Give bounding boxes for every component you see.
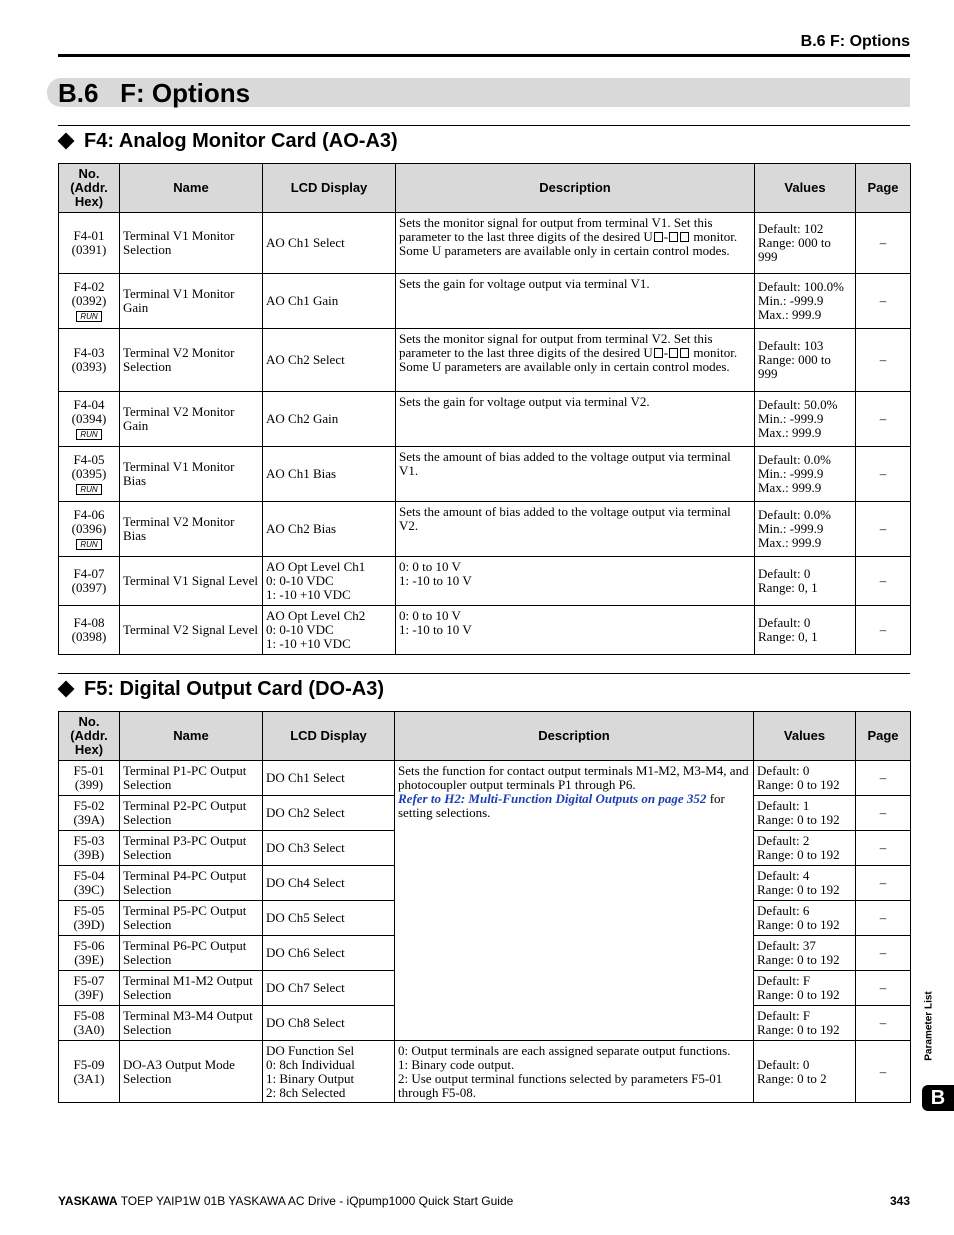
values bbox=[754, 761, 856, 796]
param-address: (3A0) bbox=[73, 1022, 105, 1037]
diamond-bullet-icon bbox=[58, 133, 75, 150]
text-line: 1: Binary Output bbox=[266, 1070, 355, 1086]
page-ref: – bbox=[856, 866, 911, 901]
run-badge: RUN bbox=[76, 539, 101, 550]
values bbox=[754, 796, 856, 831]
param-number-cell bbox=[59, 866, 120, 901]
param-number-cell bbox=[59, 761, 120, 796]
values bbox=[755, 447, 856, 502]
text-line: Min.: -999.9 bbox=[758, 521, 824, 536]
param-number-cell bbox=[59, 971, 120, 1006]
text-line: Range: 0 to 192 bbox=[757, 882, 840, 897]
description-tail: for setting selections. bbox=[398, 791, 725, 820]
param-name: Terminal M1-M2 Output Selection bbox=[120, 971, 263, 1006]
param-number: F5-06 bbox=[73, 938, 105, 953]
param-number: F5-02 bbox=[73, 798, 105, 813]
text-line: Range: 000 to 999 bbox=[758, 235, 831, 264]
lcd-display: AO Ch2 Gain bbox=[263, 392, 396, 447]
column-header bbox=[396, 164, 755, 213]
lcd-display: AO Ch2 Bias bbox=[263, 502, 396, 557]
param-address: (39C) bbox=[73, 882, 105, 897]
column-header bbox=[856, 164, 911, 213]
page-ref: – bbox=[856, 274, 911, 329]
lcd-display: DO Ch7 Select bbox=[263, 971, 395, 1006]
values bbox=[754, 1006, 856, 1041]
param-number-cell bbox=[59, 557, 120, 606]
description: Sets the amount of bias added to the voltage output via terminal V1. bbox=[396, 447, 755, 502]
param-number: F5-04 bbox=[73, 868, 105, 883]
lcd-display: AO Ch2 Select bbox=[263, 329, 396, 392]
footer-doc-title: TOEP YAIP1W 01B YASKAWA AC Drive - iQpump1000 Quick Start Guide bbox=[117, 1194, 514, 1208]
lcd-display bbox=[263, 557, 396, 606]
header-rule bbox=[58, 54, 910, 57]
param-name: Terminal P5-PC Output Selection bbox=[120, 901, 263, 936]
text-line: Default: 2 bbox=[757, 833, 810, 848]
column-header-line: Hex) bbox=[74, 742, 104, 757]
f5-heading bbox=[58, 677, 384, 701]
column-header-line: Values bbox=[783, 728, 826, 743]
param-name: Terminal P2-PC Output Selection bbox=[120, 796, 263, 831]
f4-parameter-table bbox=[58, 163, 911, 655]
param-address: (399) bbox=[74, 777, 104, 792]
table-row bbox=[59, 606, 911, 655]
param-number: F5-09 bbox=[73, 1056, 105, 1072]
text-line: 1: -10 to 10 V bbox=[399, 573, 472, 588]
lcd-display: DO Ch4 Select bbox=[263, 866, 395, 901]
text-line: Range: 0 to 192 bbox=[757, 987, 840, 1002]
column-header-line: Page bbox=[867, 180, 899, 195]
page-ref: – bbox=[856, 329, 911, 392]
param-address: (39B) bbox=[73, 847, 105, 862]
param-number-cell bbox=[59, 274, 120, 329]
param-name: Terminal V2 Signal Level bbox=[120, 606, 263, 655]
text-line: Default: 0 bbox=[758, 566, 811, 581]
values bbox=[755, 606, 856, 655]
param-number: F4-04 bbox=[73, 397, 105, 412]
lcd-display: AO Ch1 Select bbox=[263, 213, 396, 274]
text-line: AO Opt Level Ch1 bbox=[266, 559, 366, 574]
param-address: (39F) bbox=[74, 987, 104, 1002]
lcd-display bbox=[263, 1041, 395, 1103]
column-header bbox=[856, 712, 911, 761]
param-number: F4-05 bbox=[73, 452, 105, 467]
column-header bbox=[263, 712, 395, 761]
column-header-line: Page bbox=[867, 728, 899, 743]
values bbox=[755, 329, 856, 392]
values bbox=[755, 274, 856, 329]
column-header-line: Description bbox=[538, 728, 610, 743]
values bbox=[754, 866, 856, 901]
param-number-cell bbox=[59, 392, 120, 447]
text-line: Range: 0 to 192 bbox=[757, 812, 840, 827]
text-line: 1: -10 +10 VDC bbox=[266, 636, 351, 651]
text-line: Default: 1 bbox=[757, 798, 810, 813]
diamond-bullet-icon bbox=[58, 681, 75, 698]
column-header bbox=[59, 712, 120, 761]
placeholder-box-icon bbox=[669, 348, 678, 358]
text-line: Max.: 999.9 bbox=[758, 480, 822, 495]
param-number: F4-02 bbox=[73, 279, 105, 294]
shared-description bbox=[395, 761, 754, 1041]
text-line: Default: F bbox=[757, 1008, 811, 1023]
text-line: Default: 103 bbox=[758, 338, 824, 353]
param-number-cell bbox=[59, 213, 120, 274]
page-ref: – bbox=[856, 606, 911, 655]
param-address: (0391) bbox=[71, 242, 107, 257]
page-ref: – bbox=[856, 213, 911, 274]
text-line: 1: -10 to 10 V bbox=[399, 622, 472, 637]
text-line: Default: 50.0% bbox=[758, 397, 838, 412]
param-number-cell bbox=[59, 1006, 120, 1041]
text-line: Default: 0 bbox=[757, 763, 810, 778]
text-line: Range: 0, 1 bbox=[758, 629, 818, 644]
param-name: Terminal P1-PC Output Selection bbox=[120, 761, 263, 796]
table-row bbox=[59, 557, 911, 606]
page-number: 343 bbox=[889, 1194, 910, 1208]
text-line: Max.: 999.9 bbox=[758, 307, 822, 322]
param-number: F5-05 bbox=[73, 903, 105, 918]
text-line: 0: 0-10 VDC bbox=[266, 573, 334, 588]
column-header-line: Values bbox=[784, 180, 826, 195]
text-line: 2: Use output terminal functions selected by parameters F5-01 through F5-08. bbox=[398, 1070, 723, 1100]
param-address: (39A) bbox=[73, 812, 105, 827]
param-number-cell bbox=[59, 936, 120, 971]
table-row bbox=[59, 447, 911, 502]
description bbox=[395, 1041, 754, 1103]
column-header bbox=[755, 164, 856, 213]
lcd-display: DO Ch3 Select bbox=[263, 831, 395, 866]
param-number-cell bbox=[59, 606, 120, 655]
lcd-display: DO Ch1 Select bbox=[263, 761, 395, 796]
values bbox=[755, 392, 856, 447]
param-name: Terminal V1 Monitor Bias bbox=[120, 447, 263, 502]
table-row bbox=[59, 213, 911, 274]
values bbox=[755, 213, 856, 274]
column-header-line: No. bbox=[78, 166, 100, 181]
param-name: Terminal M3-M4 Output Selection bbox=[120, 1006, 263, 1041]
page-ref: – bbox=[856, 502, 911, 557]
text-line: Range: 0 to 192 bbox=[757, 777, 840, 792]
param-address: (39D) bbox=[73, 917, 105, 932]
param-name: Terminal V1 Signal Level bbox=[120, 557, 263, 606]
column-header-line: Name bbox=[173, 728, 209, 743]
footer bbox=[58, 1194, 910, 1208]
param-address: (0394) bbox=[71, 411, 107, 426]
param-number: F4-08 bbox=[73, 615, 105, 630]
running-header: B.6 F: Options bbox=[800, 33, 910, 50]
param-address: (0396) bbox=[71, 521, 107, 536]
f4-heading-text: F4: Analog Monitor Card (AO-A3) bbox=[84, 130, 398, 152]
text-line: Min.: -999.9 bbox=[758, 466, 824, 481]
run-badge: RUN bbox=[76, 429, 101, 440]
run-badge: RUN bbox=[76, 311, 101, 322]
param-address: (0398) bbox=[71, 629, 107, 644]
column-header-line: Name bbox=[173, 180, 209, 195]
page-ref: – bbox=[856, 901, 911, 936]
values bbox=[755, 502, 856, 557]
side-tab-label-text: Parameter List bbox=[923, 991, 935, 1061]
table-row bbox=[59, 392, 911, 447]
run-badge: RUN bbox=[76, 484, 101, 495]
table-header-row bbox=[59, 164, 911, 213]
lcd-display: AO Ch1 Bias bbox=[263, 447, 396, 502]
page-ref: – bbox=[856, 831, 911, 866]
param-address: (0393) bbox=[71, 359, 107, 374]
text-line: 1: Binary code output. bbox=[398, 1056, 515, 1072]
param-number-cell bbox=[59, 796, 120, 831]
param-name: Terminal V2 Monitor Bias bbox=[120, 502, 263, 557]
footer-doc-info bbox=[58, 1194, 513, 1208]
column-header-line: (Addr. bbox=[70, 728, 108, 743]
param-name: Terminal V1 Monitor Gain bbox=[120, 274, 263, 329]
text-line: Default: F bbox=[757, 973, 811, 988]
param-name: DO-A3 Output Mode Selection bbox=[120, 1041, 263, 1103]
text-line: Min.: -999.9 bbox=[758, 411, 824, 426]
param-name: Terminal P3-PC Output Selection bbox=[120, 831, 263, 866]
values bbox=[755, 557, 856, 606]
table-row bbox=[59, 329, 911, 392]
f4-heading bbox=[58, 129, 398, 153]
text-line: Default: 4 bbox=[757, 868, 810, 883]
section-title: B.6 F: Options bbox=[58, 78, 251, 108]
text-line: Range: 000 to 999 bbox=[758, 352, 831, 381]
lcd-display: AO Ch1 Gain bbox=[263, 274, 396, 329]
text-line: Range: 0 to 192 bbox=[757, 952, 840, 967]
placeholder-box-icon bbox=[680, 348, 689, 358]
text-line: 0: 8ch Individual bbox=[266, 1056, 355, 1072]
param-name: Terminal V2 Monitor Gain bbox=[120, 392, 263, 447]
page-ref: – bbox=[856, 971, 911, 1006]
param-address: (39E) bbox=[74, 952, 104, 967]
text-line: Range: 0 to 192 bbox=[757, 917, 840, 932]
column-header-line: LCD Display bbox=[290, 180, 368, 195]
side-tab-letter: B bbox=[922, 1085, 954, 1111]
text-line: 1: -10 +10 VDC bbox=[266, 587, 351, 602]
column-header-line: No. bbox=[78, 714, 100, 729]
lcd-display: DO Ch8 Select bbox=[263, 1006, 395, 1041]
param-number-cell bbox=[59, 329, 120, 392]
text-line: Range: 0 to 2 bbox=[757, 1070, 827, 1086]
param-number: F4-06 bbox=[73, 507, 105, 522]
text-line: 0: 0 to 10 V bbox=[399, 608, 461, 623]
param-number-cell bbox=[59, 1041, 120, 1103]
values bbox=[754, 936, 856, 971]
cross-reference-link: Refer to H2: Multi-Function Digital Outputs on page 352 bbox=[398, 791, 707, 806]
param-name: Terminal P4-PC Output Selection bbox=[120, 866, 263, 901]
f5-top-rule bbox=[58, 673, 910, 674]
text-line: Default: 0.0% bbox=[758, 452, 831, 467]
param-number-cell bbox=[59, 901, 120, 936]
placeholder-box-icon bbox=[680, 232, 689, 242]
table-row bbox=[59, 761, 911, 796]
placeholder-box-icon bbox=[669, 232, 678, 242]
param-address: (0397) bbox=[71, 580, 107, 595]
param-number: F5-07 bbox=[73, 973, 105, 988]
lcd-display: DO Ch5 Select bbox=[263, 901, 395, 936]
param-number: F5-01 bbox=[73, 763, 105, 778]
page-ref: – bbox=[856, 796, 911, 831]
values bbox=[754, 901, 856, 936]
text-line: Default: 6 bbox=[757, 903, 810, 918]
column-header-line: (Addr. bbox=[70, 180, 108, 195]
placeholder-box-icon bbox=[654, 232, 663, 242]
column-header bbox=[120, 164, 263, 213]
column-header bbox=[59, 164, 120, 213]
side-tab-label bbox=[922, 985, 936, 1067]
param-number: F4-07 bbox=[73, 566, 105, 581]
text-line: Default: 0 bbox=[758, 615, 811, 630]
placeholder-box-icon bbox=[654, 348, 663, 358]
description: Sets the amount of bias added to the voltage output via terminal V2. bbox=[396, 502, 755, 557]
param-number: F5-08 bbox=[73, 1008, 105, 1023]
description-line: Sets the function for contact output terminals M1-M2, M3-M4, and photocoupler output terminals P1 through P6. bbox=[398, 763, 749, 792]
page-ref: – bbox=[856, 1006, 911, 1041]
description: Sets the gain for voltage output via terminal V2. bbox=[396, 392, 755, 447]
page-ref: – bbox=[856, 936, 911, 971]
footer-brand: YASKAWA bbox=[58, 1194, 118, 1208]
table-header-row bbox=[59, 712, 911, 761]
page-ref: – bbox=[856, 557, 911, 606]
text-line: 2: 8ch Selected bbox=[266, 1084, 346, 1100]
description: Sets the gain for voltage output via terminal V1. bbox=[396, 274, 755, 329]
values bbox=[754, 1041, 856, 1103]
f5-parameter-table bbox=[58, 711, 911, 1103]
param-number: F4-01 bbox=[73, 228, 105, 243]
column-header-line: Hex) bbox=[74, 194, 104, 209]
text-line: 0: Output terminals are each assigned separate output functions. bbox=[398, 1042, 731, 1058]
param-number-cell bbox=[59, 831, 120, 866]
param-address: (0395) bbox=[71, 466, 107, 481]
param-number-cell bbox=[59, 447, 120, 502]
column-header-line: Description bbox=[539, 180, 611, 195]
lcd-display: DO Ch2 Select bbox=[263, 796, 395, 831]
param-number-cell bbox=[59, 502, 120, 557]
lcd-display bbox=[263, 606, 396, 655]
table-row bbox=[59, 274, 911, 329]
text-line: Default: 102 bbox=[758, 221, 824, 236]
param-address: (3A1) bbox=[73, 1070, 105, 1086]
description bbox=[396, 557, 755, 606]
table-row bbox=[59, 502, 911, 557]
text-line: Default: 0.0% bbox=[758, 507, 831, 522]
column-header bbox=[120, 712, 263, 761]
description: Sets the monitor signal for output from terminal V1. Set this parameter to the last three digits of the desired U - monitor. Some U parameters are available only in certain control modes. bbox=[396, 213, 755, 274]
text-line: Default: 0 bbox=[757, 1056, 810, 1072]
text-line: Default: 100.0% bbox=[758, 279, 844, 294]
text-line: Min.: -999.9 bbox=[758, 293, 824, 308]
param-number: F4-03 bbox=[73, 345, 105, 360]
param-name: Terminal V2 Monitor Selection bbox=[120, 329, 263, 392]
page-ref: – bbox=[856, 761, 911, 796]
param-number: F5-03 bbox=[73, 833, 105, 848]
description bbox=[396, 606, 755, 655]
page-ref: – bbox=[856, 392, 911, 447]
description: Sets the monitor signal for output from terminal V2. Set this parameter to the last three digits of the desired U - monitor. Some U parameters are available only in certain control modes. bbox=[396, 329, 755, 392]
page-ref: – bbox=[856, 1041, 911, 1103]
param-address: (0392) bbox=[71, 293, 107, 308]
column-header-line: LCD Display bbox=[290, 728, 367, 743]
f5-heading-text: F5: Digital Output Card (DO-A3) bbox=[84, 678, 384, 700]
text-line: Range: 0 to 192 bbox=[757, 1022, 840, 1037]
param-name: Terminal P6-PC Output Selection bbox=[120, 936, 263, 971]
text-line: Max.: 999.9 bbox=[758, 425, 822, 440]
param-name: Terminal V1 Monitor Selection bbox=[120, 213, 263, 274]
f4-top-rule bbox=[58, 125, 910, 126]
column-header bbox=[395, 712, 754, 761]
values bbox=[754, 971, 856, 1006]
column-header bbox=[263, 164, 396, 213]
text-line: 0: 0 to 10 V bbox=[399, 559, 461, 574]
page-ref: – bbox=[856, 447, 911, 502]
column-header bbox=[754, 712, 856, 761]
table-row bbox=[59, 1041, 911, 1103]
text-line: 0: 0-10 VDC bbox=[266, 622, 334, 637]
text-line: DO Function Sel bbox=[266, 1042, 355, 1058]
text-line: Max.: 999.9 bbox=[758, 535, 822, 550]
values bbox=[754, 831, 856, 866]
lcd-display: DO Ch6 Select bbox=[263, 936, 395, 971]
text-line: Range: 0, 1 bbox=[758, 580, 818, 595]
text-line: AO Opt Level Ch2 bbox=[266, 608, 366, 623]
text-line: Default: 37 bbox=[757, 938, 816, 953]
text-line: Range: 0 to 192 bbox=[757, 847, 840, 862]
